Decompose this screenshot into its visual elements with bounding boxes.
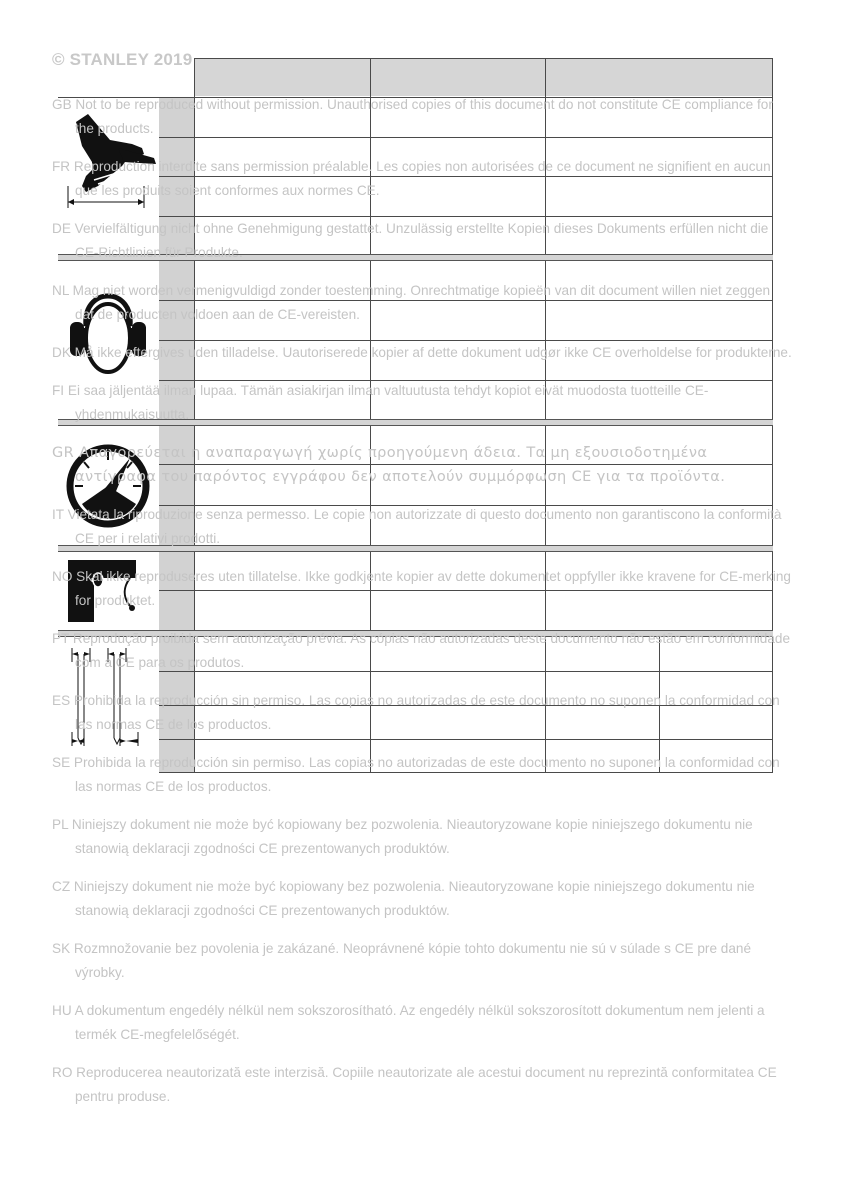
notice-pt	[52, 627, 792, 675]
language-code: ES	[52, 693, 71, 708]
notice-text: Niniejszy dokument nie może być kopiowany bez pozwolenia. Nieautoryzowane kopie niniejszego dokumentu nie stanowią deklaracji zgodności CE prezentowanych produktów.	[73, 879, 755, 918]
table-hline	[194, 58, 773, 59]
language-code: FI	[52, 383, 65, 398]
notice-text: Vervielfältigung nicht ohne Genehmigung gestattet. Unzulässig erstellte Kopien dieses Dokuments erfüllen nicht die CE-Richtlinien für Produkte.	[74, 221, 769, 260]
notice-de	[52, 217, 792, 265]
notice-no	[52, 565, 792, 613]
notice-gb	[52, 93, 792, 141]
copyright-notices	[52, 93, 792, 1123]
notice-nl	[52, 279, 792, 327]
notice-cz	[52, 875, 792, 923]
notice-text: Reproducerea neautorizată este interzisă. Copiile neautorizate ale acestui document nu reprezintă conformitatea CE pentru produse.	[75, 1065, 777, 1104]
language-code: PL	[52, 817, 69, 832]
language-code: HU	[52, 1003, 72, 1018]
notice-text: Ei saa jäljentää ilman lupaa. Tämän asiakirjan ilman valtuutusta tehdyt kopiot eivät muodosta tuotteille CE-yhdenmukaisuutta.	[67, 383, 709, 422]
notice-sk	[52, 937, 792, 985]
notice-text: Απαγορεύεται η αναπαραγωγή χωρίς προηγούμενη άδεια. Τα μη εξουσιοδοτημένα αντίγραφα του παρόντος εγγράφου δεν αποτελούν συμμόρφωση CE για τα προϊόντα.	[75, 445, 726, 485]
notice-fr	[52, 155, 792, 203]
language-code: NL	[52, 283, 69, 298]
language-code: IT	[52, 507, 64, 522]
language-code: DK	[52, 345, 71, 360]
language-code: FR	[52, 159, 71, 174]
notice-se	[52, 751, 792, 799]
notice-gr	[52, 441, 792, 489]
notice-ro	[52, 1061, 792, 1109]
language-code: RO	[52, 1065, 73, 1080]
table-header	[194, 58, 772, 96]
language-code: DE	[52, 221, 71, 236]
language-code: GB	[52, 97, 72, 112]
language-code: CZ	[52, 879, 71, 894]
notice-fi	[52, 379, 792, 427]
language-code: NO	[52, 569, 73, 584]
notice-text: Reproduction interdite sans permission préalable. Les copies non autorisées de ce document ne signifient en aucun que les produits soient conformes aux normes CE.	[73, 159, 771, 198]
notice-text: Prohibida la reproducción sin permiso. Las copias no autorizadas de este documento no suponen la conformidad con las normas CE de los productos.	[73, 693, 780, 732]
notice-text: Niniejszy dokument nie może być kopiowany bez pozwolenia. Nieautoryzowane kopie niniejszego dokumentu nie stanowią deklaracji zgodności CE prezentowanych produktów.	[71, 817, 753, 856]
notice-text: Rozmnožovanie bez povolenia je zakázané. Neoprávnené kópie tohto dokumentu nie sú v súlade s CE pre dané výrobky.	[73, 941, 752, 980]
language-code: SK	[52, 941, 71, 956]
notice-text: Må ikke eftergives uden tilladelse. Uautoriserede kopier af dette dokument udgør ikke CE overholdelse for produkterne.	[74, 345, 792, 360]
notice-hu	[52, 999, 792, 1047]
language-code: PT	[52, 631, 70, 646]
copyright-notice: © STANLEY 2019	[52, 50, 193, 69]
language-code: GR	[52, 445, 75, 461]
notice-text: Skal ikke reproduseres uten tillatelse. Ikke godkjente kopier av dette dokumentet oppfyller ikke kravene for CE-merking for produktet.	[75, 569, 791, 608]
notice-pl	[52, 813, 792, 861]
notice-text: Vietata la riproduzione senza permesso. Le copie non autorizzate di questo documento non garantiscono la conformità CE per i relativi prodotti.	[67, 507, 782, 546]
notice-it	[52, 503, 792, 551]
notice-text: Reprodução proibida sem autorização prévia. As cópias não autorizadas deste documento não estão em conformidade com a CE para os produtos.	[72, 631, 791, 670]
notice-text: Mag niet worden vermenigvuldigd zonder toestemming. Onrechtmatige kopieën van dit document willen niet zeggen dat de producten voldoen aan de CE-vereisten.	[72, 283, 771, 322]
notice-dk	[52, 341, 792, 365]
notice-text: Not to be reproduced without permission. Unauthorised copies of this document do not constitute CE compliance for the products.	[75, 97, 773, 136]
notice-es	[52, 689, 792, 737]
notice-text: Prohibida la reproducción sin permiso. Las copias no autorizadas de este documento no suponen la conformidad con las normas CE de los productos.	[73, 755, 780, 794]
language-code: SE	[52, 755, 71, 770]
notice-text: A dokumentum engedély nélkül nem sokszorosítható. Az engedély nélkül sokszorosított dokumentum nem jelenti a termék CE-megfelelőségét.	[74, 1003, 765, 1042]
